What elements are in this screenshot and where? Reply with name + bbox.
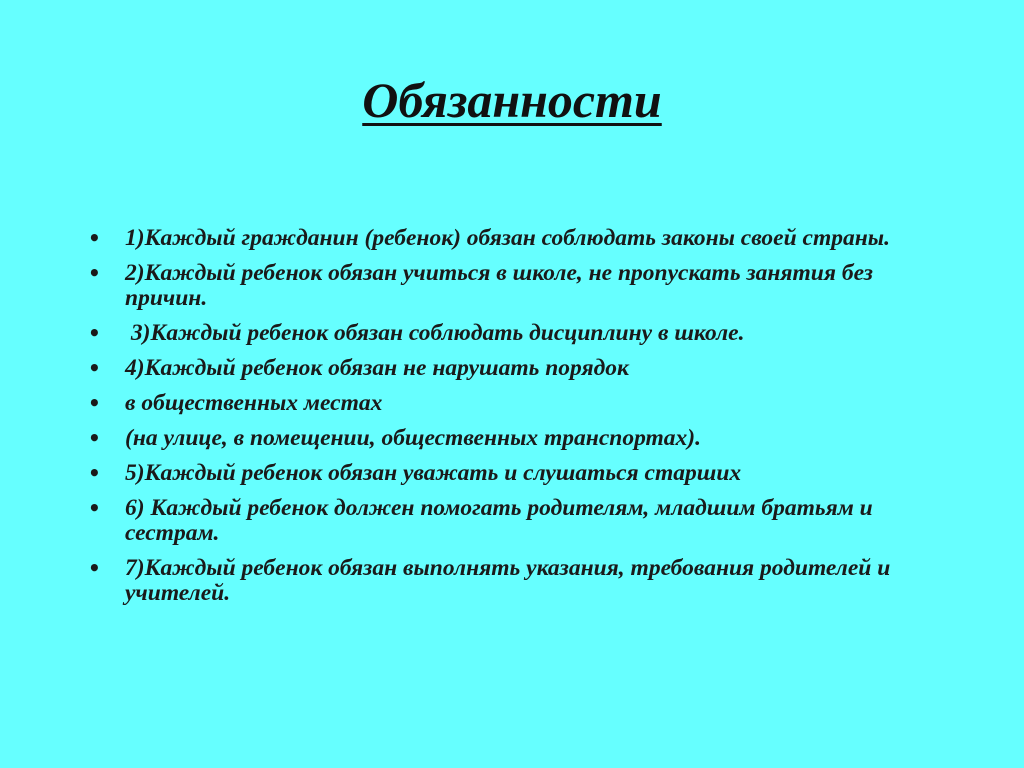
list-item [88, 426, 908, 451]
bullet-icon: • [88, 461, 101, 485]
list-item [88, 496, 908, 546]
bullet-icon: • [88, 226, 101, 250]
list-item-text: 3)Каждый ребенок обязан соблюдать дисциплину в школе. [125, 320, 745, 346]
bullet-icon: • [88, 426, 101, 450]
list-item-text: 1)Каждый гражданин (ребенок) обязан соблюдать законы своей страны. [125, 225, 890, 251]
list-item-text: 2)Каждый ребенок обязан учиться в школе, не пропускать занятия без причин. [125, 260, 873, 311]
list-item [88, 321, 908, 346]
list-item-text: 7)Каждый ребенок обязан выполнять указания, требования родителей и учителей. [125, 555, 891, 606]
slide-title: Обязанности [362, 72, 662, 128]
bullet-list [88, 226, 908, 616]
bullet-icon: • [88, 261, 101, 285]
list-item [88, 356, 908, 381]
list-item-text: (на улице, в помещении, общественных транспортах). [125, 425, 701, 451]
list-item [88, 556, 908, 606]
bullet-icon: • [88, 321, 101, 345]
list-item [88, 261, 908, 311]
list-item-text: в общественных местах [125, 390, 383, 416]
list-item [88, 391, 908, 416]
list-item-text: 6) Каждый ребенок должен помогать родителям, младшим братьям и сестрам. [125, 495, 873, 546]
bullet-icon: • [88, 356, 101, 380]
list-item-text: 5)Каждый ребенок обязан уважать и слушаться старших [125, 460, 742, 486]
bullet-icon: • [88, 496, 101, 520]
bullet-icon: • [88, 556, 101, 580]
list-item [88, 461, 908, 486]
list-item-text: 4)Каждый ребенок обязан не нарушать порядок [125, 355, 629, 381]
list-item [88, 226, 908, 251]
bullet-icon: • [88, 391, 101, 415]
